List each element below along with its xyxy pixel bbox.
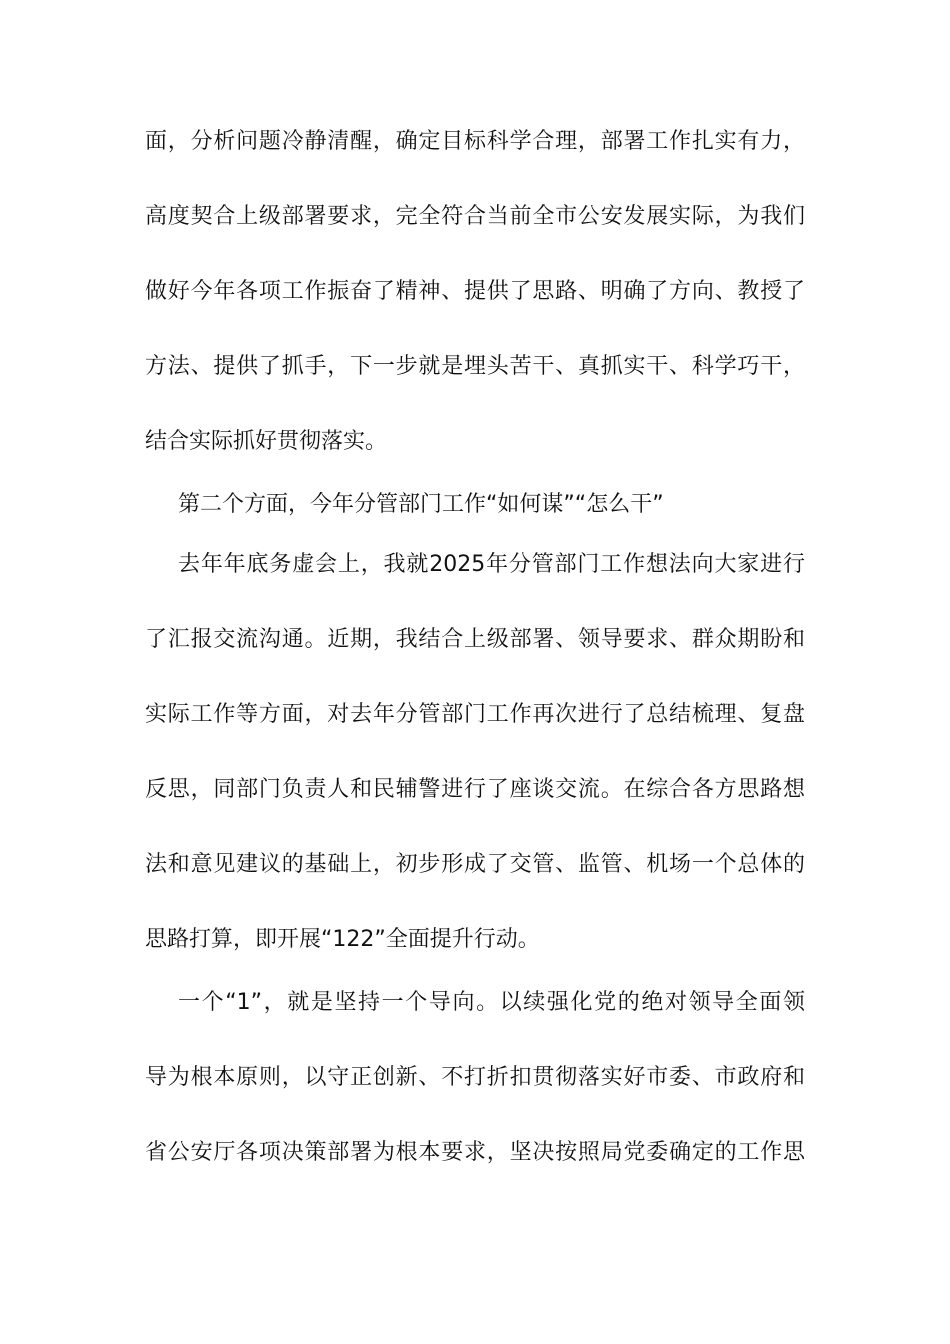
text-line: 结合实际抓好贯彻落实。	[145, 429, 388, 454]
text-line: 反思，同部门负责人和民辅警进行了座谈交流。在综合各方思路想	[145, 777, 805, 802]
text-line: 省公安厅各项决策部署为根本要求，坚决按照局党委确定的工作思	[145, 1140, 805, 1165]
text-line: 法和意见建议的基础上，初步形成了交管、监管、机场一个总体的	[145, 852, 805, 877]
text-line: 去年年底务虚会上，我就2025年分管部门工作想法向大家进行	[178, 552, 805, 577]
heading-line: 第二个方面，今年分管部门工作“如何谋”“怎么干”	[178, 492, 664, 517]
text-line: 一个“1”，就是坚持一个导向。以续强化党的绝对领导全面领	[178, 990, 805, 1015]
text-line: 高度契合上级部署要求，完全符合当前全市公安发展实际，为我们	[145, 204, 805, 229]
text-line: 方法、提供了抓手，下一步就是埋头苦干、真抓实干、科学巧干，	[145, 354, 805, 379]
text-line: 导为根本原则，以守正创新、不打折扣贯彻落实好市委、市政府和	[145, 1065, 805, 1090]
text-line: 面，分析问题冷静清醒，确定目标科学合理，部署工作扎实有力，	[145, 129, 805, 154]
text-line: 了汇报交流沟通。近期，我结合上级部署、领导要求、群众期盼和	[145, 627, 805, 652]
text-line: 思路打算，即开展“122”全面提升行动。	[145, 927, 540, 952]
text-line: 实际工作等方面，对去年分管部门工作再次进行了总结梳理、复盘	[145, 702, 805, 727]
text-line: 做好今年各项工作振奋了精神、提供了思路、明确了方向、教授了	[145, 279, 805, 304]
